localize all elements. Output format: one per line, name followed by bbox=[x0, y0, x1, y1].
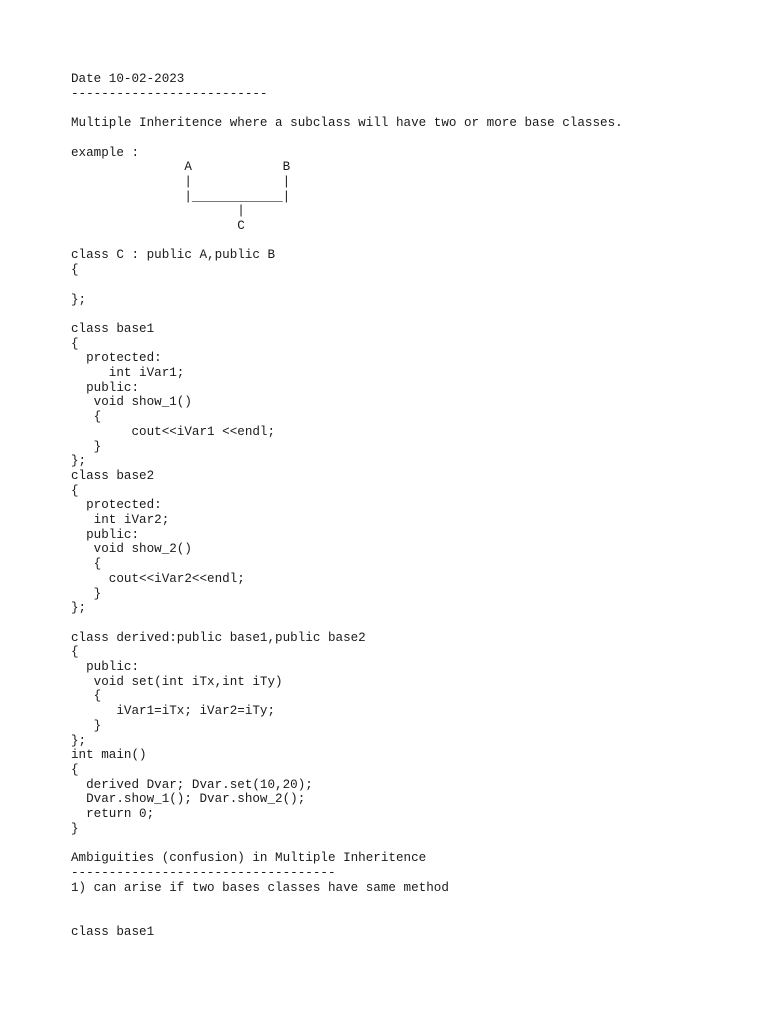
text-line-4: Multiple Inheritence where a subclass will have two or more base classes. bbox=[71, 116, 623, 131]
text-line-52: } bbox=[71, 821, 79, 836]
text-line-10: | bbox=[71, 204, 245, 219]
text-line-37: }; bbox=[71, 601, 87, 616]
text-line-30: protected: bbox=[71, 498, 162, 513]
text-line-18: class base1 bbox=[71, 321, 155, 336]
text-line-9: |____________| bbox=[71, 189, 291, 204]
text-line-7: A B bbox=[71, 160, 291, 175]
text-line-27: }; bbox=[71, 454, 87, 469]
text-line-36: } bbox=[71, 586, 102, 601]
text-line-47: int main() bbox=[71, 748, 147, 763]
text-line-46: }; bbox=[71, 733, 87, 748]
text-line-28: class base2 bbox=[71, 468, 155, 483]
text-line-26: } bbox=[71, 439, 102, 454]
text-line-1: Date 10-02-2023 bbox=[71, 72, 185, 86]
text-line-22: public: bbox=[71, 380, 140, 395]
text-line-23: void show_1() bbox=[71, 395, 192, 410]
text-line-8: | | bbox=[71, 174, 291, 189]
text-line-20: protected: bbox=[71, 351, 162, 366]
text-line-14: { bbox=[71, 263, 79, 278]
text-line-25: cout<<iVar1 <<endl; bbox=[71, 424, 276, 439]
text-line-19: { bbox=[71, 336, 79, 351]
text-line-29: { bbox=[71, 483, 79, 498]
text-line-32: public: bbox=[71, 527, 140, 542]
text-line-16: }; bbox=[71, 292, 87, 307]
text-line-45: } bbox=[71, 718, 102, 733]
text-line-35: cout<<iVar2<<endl; bbox=[71, 571, 245, 586]
text-line-59: class base1 bbox=[71, 924, 155, 939]
text-line-43: { bbox=[71, 689, 102, 704]
text-line-13: class C : public A,public B bbox=[71, 248, 276, 263]
text-line-48: { bbox=[71, 762, 79, 777]
text-line-11: C bbox=[71, 219, 245, 233]
text-line-42: void set(int iTx,int iTy) bbox=[71, 674, 283, 689]
text-line-24: { bbox=[71, 410, 102, 425]
text-line-41: public: bbox=[71, 660, 140, 674]
text-line-49: derived Dvar; Dvar.set(10,20); bbox=[71, 777, 313, 792]
text-line-44: iVar1=iTx; iVar2=iTy; bbox=[71, 704, 276, 719]
text-line-54: Ambiguities (confusion) in Multiple Inheritence bbox=[71, 851, 427, 866]
text-line-34: { bbox=[71, 557, 102, 572]
text-line-2: -------------------------- bbox=[71, 86, 268, 101]
text-line-21: int iVar1; bbox=[71, 366, 185, 380]
text-line-40: { bbox=[71, 645, 79, 660]
text-line-33: void show_2() bbox=[71, 542, 192, 557]
text-line-50: Dvar.show_1(); Dvar.show_2(); bbox=[71, 792, 306, 807]
text-line-56: 1) can arise if two bases classes have same method bbox=[71, 880, 449, 895]
text-line-31: int iVar2; bbox=[71, 513, 170, 527]
text-line-39: class derived:public base1,public base2 bbox=[71, 630, 366, 645]
text-line-6: example : bbox=[71, 145, 140, 160]
text-line-55: ----------------------------------- bbox=[71, 865, 336, 880]
text-line-51: return 0; bbox=[71, 807, 155, 821]
